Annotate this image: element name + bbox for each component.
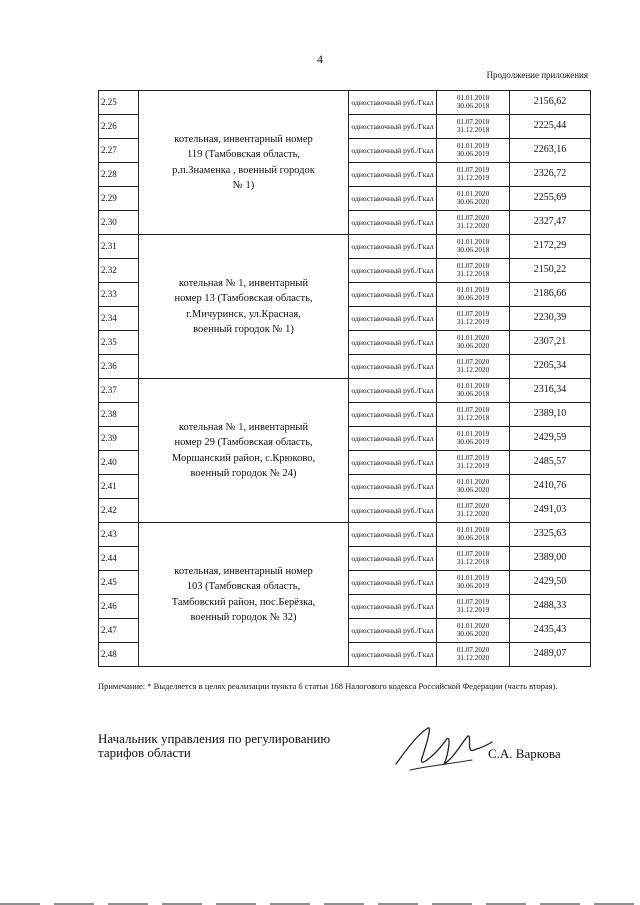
tariff-value: 2205,34 [510,355,591,379]
object-line: военный городок № 32) [190,611,297,623]
period-start: 01.01.2019 [456,285,490,294]
row-number: 2.37 [99,379,139,403]
row-number: 2.36 [99,355,139,379]
tariff-value: 2435,43 [510,619,591,643]
tariff-unit: одноставочный руб./Гкал [349,595,437,619]
tariff-period [437,571,510,595]
boiler-object-description [139,379,349,523]
object-line: военный городок № 1) [193,323,294,335]
object-line: № 1) [232,179,255,191]
tariff-unit: одноставочный руб./Гкал [349,187,437,211]
tariff-unit: одноставочный руб./Гкал [349,475,437,499]
tariff-value: 2150,22 [510,259,591,283]
period-start: 01.01.2020 [456,333,490,342]
row-number: 2.35 [99,331,139,355]
tariff-value: 2255,69 [510,187,591,211]
period-start: 01.01.2018 [456,525,490,534]
period-start: 01.01.2019 [456,573,490,582]
row-number: 2.31 [99,235,139,259]
object-line: номер 29 (Тамбовская область, [174,437,313,449]
period-end: 31.12.2019 [456,317,490,326]
object-line: Моршанский район, с.Крюково, [171,452,316,464]
period-start: 01.07.2018 [456,117,490,126]
tariff-period [437,91,510,115]
tariff-value: 2263,16 [510,139,591,163]
tariff-period [437,163,510,187]
table-row [99,91,591,115]
period-end: 30.06.2019 [456,293,490,302]
tariff-period [437,379,510,403]
period-end: 31.12.2018 [456,125,490,134]
row-number: 2.29 [99,187,139,211]
tariff-value: 2225,44 [510,115,591,139]
signer-name: С.А. Варкова [488,746,561,761]
tariff-period [437,427,510,451]
period-end: 31.12.2018 [456,557,490,566]
tariff-value: 2325,63 [510,523,591,547]
object-line: котельная, инвентарный номер [174,566,313,578]
table-row [99,523,591,547]
tariff-unit: одноставочный руб./Гкал [349,235,437,259]
period-start: 01.07.2019 [456,453,490,462]
tariff-period [437,475,510,499]
tariff-unit: одноставочный руб./Гкал [349,571,437,595]
footnote: Примечание: * Выделяется в целях реализации пункта 6 статьи 168 Налогового кодекса Российской Федерации (часть вторая). [98,681,558,691]
object-line: номер 13 (Тамбовская область, [174,293,313,305]
boiler-object-description [139,235,349,379]
tariff-period [437,643,510,667]
period-end: 30.06.2020 [456,341,490,350]
tariff-value: 2429,50 [510,571,591,595]
tariff-period [437,499,510,523]
tariff-unit: одноставочный руб./Гкал [349,523,437,547]
row-number: 2.26 [99,115,139,139]
period-end: 30.06.2018 [456,245,490,254]
boiler-object-description [139,91,349,235]
object-line: р.п.Знаменка , военный городок [172,164,315,176]
row-number: 2.43 [99,523,139,547]
tariff-unit: одноставочный руб./Гкал [349,139,437,163]
tariff-unit: одноставочный руб./Гкал [349,91,437,115]
tariff-unit: одноставочный руб./Гкал [349,499,437,523]
tariff-period [437,139,510,163]
tariff-unit: одноставочный руб./Гкал [349,427,437,451]
period-start: 01.01.2018 [456,381,490,390]
tariff-period [437,403,510,427]
tariff-period [437,595,510,619]
object-line: 119 (Тамбовская область, [186,149,301,161]
period-end: 30.06.2020 [456,485,490,494]
period-end: 31.12.2018 [456,269,490,278]
tariff-value: 2230,39 [510,307,591,331]
tariff-value: 2326,72 [510,163,591,187]
tariff-unit: одноставочный руб./Гкал [349,331,437,355]
tariff-value: 2389,00 [510,547,591,571]
tariff-value: 2186,66 [510,283,591,307]
row-number: 2.39 [99,427,139,451]
tariff-unit: одноставочный руб./Гкал [349,163,437,187]
row-number: 2.33 [99,283,139,307]
tariff-unit: одноставочный руб./Гкал [349,307,437,331]
period-start: 01.07.2019 [456,309,490,318]
tariff-table-body [99,91,591,667]
period-start: 01.01.2020 [456,621,490,630]
period-end: 31.12.2020 [456,365,490,374]
tariff-value: 2389,10 [510,403,591,427]
tariff-period [437,187,510,211]
continuation-label: Продолжение приложения [486,70,588,80]
period-end: 31.12.2019 [456,605,490,614]
tariff-value: 2488,33 [510,595,591,619]
page-number: 4 [317,52,323,66]
period-start: 01.07.2018 [456,405,490,414]
row-number: 2.40 [99,451,139,475]
tariff-unit: одноставочный руб./Гкал [349,259,437,283]
period-end: 30.06.2019 [456,581,490,590]
period-end: 31.12.2020 [456,509,490,518]
tariff-unit: одноставочный руб./Гкал [349,619,437,643]
tariff-unit: одноставочный руб./Гкал [349,115,437,139]
period-end: 30.06.2020 [456,629,490,638]
period-end: 30.06.2019 [456,437,490,446]
tariff-value: 2491,03 [510,499,591,523]
tariff-value: 2327,47 [510,211,591,235]
period-start: 01.01.2020 [456,477,490,486]
tariff-period [437,259,510,283]
boiler-object-description [139,523,349,667]
tariff-unit: одноставочный руб./Гкал [349,379,437,403]
tariff-period [437,451,510,475]
row-number: 2.46 [99,595,139,619]
row-number: 2.45 [99,571,139,595]
tariff-period [437,547,510,571]
period-end: 30.06.2018 [456,389,490,398]
tariff-period [437,307,510,331]
period-end: 30.06.2018 [456,101,490,110]
tariff-table [98,90,591,667]
object-line: г.Мичуринск, ул.Красная, [186,308,301,320]
tariff-value: 2307,21 [510,331,591,355]
tariff-value: 2429,59 [510,427,591,451]
tariff-period [437,211,510,235]
object-line: котельная № 1, инвентарный [178,422,309,434]
tariff-unit: одноставочный руб./Гкал [349,451,437,475]
tariff-value: 2485,57 [510,451,591,475]
period-end: 30.06.2018 [456,533,490,542]
tariff-value: 2156,62 [510,91,591,115]
period-start: 01.07.2020 [456,645,490,654]
period-start: 01.07.2018 [456,261,490,270]
row-number: 2.47 [99,619,139,643]
tariff-unit: одноставочный руб./Гкал [349,643,437,667]
row-number: 2.42 [99,499,139,523]
tariff-value: 2316,34 [510,379,591,403]
period-start: 01.01.2019 [456,429,490,438]
tariff-unit: одноставочный руб./Гкал [349,403,437,427]
row-number: 2.25 [99,91,139,115]
row-number: 2.44 [99,547,139,571]
tariff-period [437,115,510,139]
period-start: 01.07.2020 [456,213,490,222]
period-start: 01.07.2019 [456,597,490,606]
object-line: котельная № 1, инвентарный [178,278,309,290]
period-end: 30.06.2020 [456,197,490,206]
object-line: военный городок № 24) [190,467,297,479]
object-line: Тамбовский район, пос.Берёзка, [171,596,316,608]
period-end: 31.12.2019 [456,173,490,182]
tariff-period [437,235,510,259]
signer-position: Начальник управления по регулированию тарифов области [98,731,331,760]
tariff-period [437,331,510,355]
row-number: 2.38 [99,403,139,427]
period-start: 01.07.2019 [456,165,490,174]
tariff-period [437,619,510,643]
object-line: котельная, инвентарный номер [174,134,313,146]
period-start: 01.01.2018 [456,93,490,102]
table-row [99,379,591,403]
tariff-unit: одноставочный руб./Гкал [349,547,437,571]
period-end: 30.06.2019 [456,149,490,158]
tariff-period [437,283,510,307]
row-number: 2.41 [99,475,139,499]
tariff-unit: одноставочный руб./Гкал [349,355,437,379]
period-start: 01.07.2020 [456,501,490,510]
tariff-period [437,523,510,547]
row-number: 2.27 [99,139,139,163]
tariff-unit: одноставочный руб./Гкал [349,211,437,235]
table-row [99,235,591,259]
handwritten-signature-icon [388,720,498,778]
object-line: 103 (Тамбовская область, [186,581,301,593]
period-end: 31.12.2020 [456,221,490,230]
period-start: 01.07.2020 [456,357,490,366]
period-start: 01.01.2018 [456,237,490,246]
tariff-value: 2489,07 [510,643,591,667]
row-number: 2.34 [99,307,139,331]
period-end: 31.12.2020 [456,653,490,662]
tariff-unit: одноставочный руб./Гкал [349,283,437,307]
period-end: 31.12.2018 [456,413,490,422]
period-start: 01.01.2019 [456,141,490,150]
period-start: 01.01.2020 [456,189,490,198]
period-start: 01.07.2018 [456,549,490,558]
row-number: 2.30 [99,211,139,235]
row-number: 2.32 [99,259,139,283]
period-end: 31.12.2019 [456,461,490,470]
tariff-value: 2172,29 [510,235,591,259]
row-number: 2.48 [99,643,139,667]
row-number: 2.28 [99,163,139,187]
tariff-period [437,355,510,379]
tariff-value: 2410,76 [510,475,591,499]
